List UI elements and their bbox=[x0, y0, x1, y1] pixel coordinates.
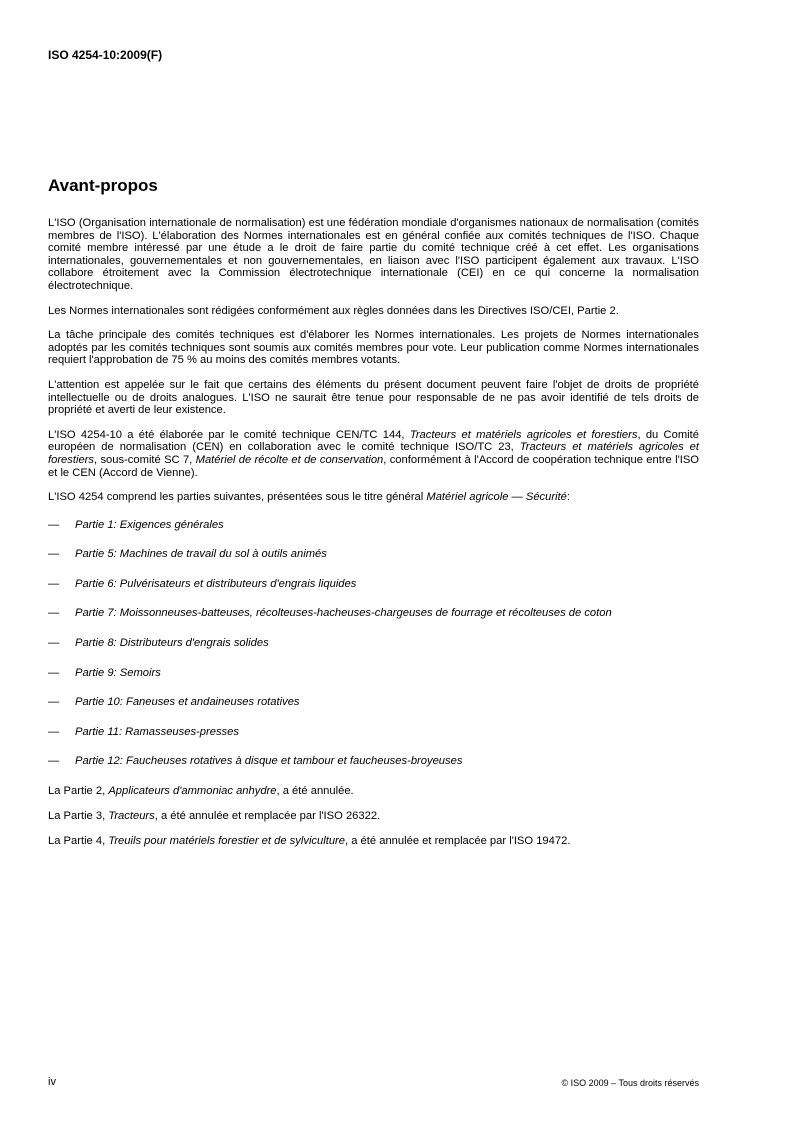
part-title: Treuils pour matériels forestier et de sylviculture bbox=[108, 835, 346, 848]
committee-title: Tracteurs et matériels agricoles et forestiers bbox=[409, 428, 638, 441]
list-item bbox=[48, 548, 699, 561]
text-run: La Partie 3, bbox=[48, 810, 109, 823]
section-title: Avant-propos bbox=[48, 176, 158, 195]
list-item-text: Partie 12: Faucheuses rotatives à disque et tambour et faucheuses-broyeuses bbox=[75, 755, 463, 768]
list-item-text: Partie 5: Machines de travail du sol à outils animés bbox=[75, 548, 327, 561]
text-run: , a été annulée et remplacée par l'ISO 19472. bbox=[345, 835, 571, 848]
list-item bbox=[48, 637, 699, 650]
copyright-notice: © ISO 2009 – Tous droits réservés bbox=[561, 1078, 699, 1088]
text-run: La Partie 2, bbox=[48, 785, 109, 798]
note-part-4 bbox=[48, 835, 699, 848]
list-item-text: Partie 7: Moissonneuses-batteuses, récolteuses-hacheuses-chargeuses de fourrage et récolteuses de coton bbox=[75, 607, 612, 620]
committee-title: Tracteurs et matériels agricoles et forestiers bbox=[48, 441, 700, 466]
subcommittee-title: Matériel de récolte et de conservation bbox=[195, 453, 384, 466]
document-identifier: ISO 4254-10:2009(F) bbox=[48, 48, 163, 62]
list-item bbox=[48, 667, 699, 680]
text-run: , sous-comité SC 7, bbox=[94, 453, 196, 466]
text-run: : bbox=[566, 491, 571, 504]
text-run: L'ISO 4254-10 a été élaborée par le comité technique CEN/TC 144, bbox=[48, 428, 410, 441]
dash-bullet: — bbox=[48, 666, 60, 679]
text-run: , conformément à l'Accord de coopération technique entre l'ISO et le CEN (Accord de Vienne). bbox=[48, 453, 699, 479]
text-run: , a été annulée et remplacée par l'ISO 26322. bbox=[154, 810, 381, 823]
list-item bbox=[48, 607, 699, 620]
paragraph-directives: Les Normes internationales sont rédigées conformément aux règles données dans les Directives ISO/CEI, Partie 2. bbox=[48, 304, 619, 317]
foreword-body bbox=[48, 217, 699, 860]
dash-bullet: — bbox=[48, 607, 60, 620]
dash-bullet: — bbox=[48, 725, 60, 738]
dash-bullet: — bbox=[48, 577, 60, 590]
list-item bbox=[48, 726, 699, 739]
list-item-text: Partie 11: Ramasseuses-presses bbox=[75, 725, 239, 738]
note-part-3 bbox=[48, 810, 699, 823]
text-run: L'ISO 4254 comprend les parties suivantes, présentées sous le titre général bbox=[48, 491, 427, 504]
dash-bullet: — bbox=[48, 548, 60, 561]
part-title: Tracteurs bbox=[108, 810, 155, 823]
paragraph-preparation bbox=[48, 429, 699, 479]
note-part-2 bbox=[48, 785, 699, 798]
general-title: Matériel agricole — Sécurité bbox=[426, 491, 567, 504]
list-item-text: Partie 1: Exigences générales bbox=[75, 518, 224, 531]
text-run: , a été annulée. bbox=[276, 785, 354, 798]
list-item-text: Partie 6: Pulvérisateurs et distributeurs d'engrais liquides bbox=[75, 577, 357, 590]
dash-bullet: — bbox=[48, 696, 60, 709]
paragraph-parts-intro bbox=[48, 491, 699, 504]
list-item bbox=[48, 696, 699, 709]
dash-bullet: — bbox=[48, 518, 60, 531]
text-run: La Partie 4, bbox=[48, 835, 109, 848]
list-item bbox=[48, 578, 699, 591]
paragraph-iso-organisation: L'ISO (Organisation internationale de normalisation) est une fédération mondiale d'organismes nationaux de normalisation (comités membres de l'ISO). L'élaboration des Normes internationales est en général confiée aux comités techniques de l'ISO. Chaque comité membre intéressé par une étude a le droit de faire partie du comité technique créé à cet effet. Les organisations internationales, gouvernementales et non gouvernementales, en liaison avec l'ISO participent également aux travaux. L'ISO collabore étroitement avec la Commission électrotechnique internationale (CEI) en ce qui concerne la normalisation électrotechnique. bbox=[48, 217, 699, 292]
list-item-text: Partie 9: Semoirs bbox=[75, 666, 161, 679]
parts-list bbox=[48, 519, 699, 768]
dash-bullet: — bbox=[48, 755, 60, 768]
list-item bbox=[48, 755, 699, 768]
list-item bbox=[48, 519, 699, 532]
withdrawn-parts-notes bbox=[48, 785, 699, 848]
dash-bullet: — bbox=[48, 637, 60, 650]
paragraph-patent-rights: L'attention est appelée sur le fait que certains des éléments du présent document peuvent faire l'objet de droits de propriété intellectuelle ou de droits analogues. L'ISO ne saurait être tenue pour responsable de ne pas avoir identifié de tels droits de propriété et averti de leur existence. bbox=[48, 378, 699, 417]
page-number: iv bbox=[48, 1076, 56, 1088]
part-title: Applicateurs d'ammoniac anhydre bbox=[108, 785, 277, 798]
list-item-text: Partie 8: Distributeurs d'engrais solides bbox=[75, 637, 269, 650]
text-run: , du Comité européen de normalisation (CEN) en collaboration avec le comité technique ISO/TC 23, bbox=[48, 428, 699, 454]
paragraph-committee-tasks: La tâche principale des comités techniques est d'élaborer les Normes internationales. Les projets de Normes internationales adoptés par les comités techniques sont soumis aux comités membres pour vote. Leur publication comme Normes internationales requiert l'approbation de 75 % au moins des comités membres votants. bbox=[48, 329, 699, 367]
list-item-text: Partie 10: Faneuses et andaineuses rotatives bbox=[75, 696, 300, 709]
